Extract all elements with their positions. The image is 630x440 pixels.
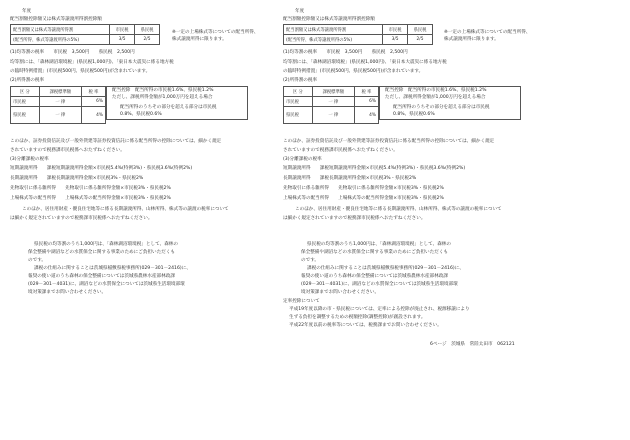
right-p2-heading: (2)所得割の税率 <box>283 78 318 83</box>
left-year-header: 年度 <box>22 9 32 14</box>
right-p1-line1: (1)均等割の税率 市民税 3,500円 県民税 2,500円 <box>283 50 408 55</box>
right-haito-note-4: 0.8%、県民税0.6% <box>393 112 435 117</box>
right-rate-r0-kazei: 一 律 <box>312 97 354 107</box>
right-p5-line1: このほか、居住用財産・優良住宅地等に係る長期譲渡所得、山林所得、株式等の譲渡の税率について <box>295 207 502 212</box>
right-rate-r1-rate: 4% <box>355 107 379 124</box>
left-p1-line3: の臨時特例措置」(市民税500円、県民税500円)が含まれています。 <box>10 69 151 74</box>
left-forest-1: 保全整備や湖沼などの水質保全に関する事業のためにご負担いただくも <box>28 250 176 255</box>
right-formula-box <box>283 24 433 45</box>
left-formula-label-2: (配当所得、株式等譲渡所得の5%) <box>11 35 110 45</box>
right-extra-3: 平成22年度以前の税率等については、税務課までお問い合わせください。 <box>289 323 442 328</box>
left-rate-r1-rate: 4% <box>82 107 106 124</box>
left-haito-note-4: 0.8%、県民税0.6% <box>120 112 162 117</box>
left-haito-note-2: ただし、課税所得金額が1,000万円を超える場合 <box>112 95 213 100</box>
left-forest-0: 県民税の均等割のうち1,000円は、「森林湖沼環境税」として、森林の <box>34 242 178 247</box>
left-rate-r1-kubun: 県民税 <box>11 107 40 124</box>
right-formula-col-pref: 県民税 <box>408 25 433 35</box>
right-rate-r0-rate: 6% <box>355 97 379 107</box>
right-p4-row-2: 先物取引に係る雑所得 先物取引に係る雑所得金額×市民税3%・県民税2% <box>283 186 444 191</box>
right-year-header: 年度 <box>295 9 305 14</box>
right-p4-row-3: 上場株式等の配当所得 上場株式等の配当所得金額×市民税3%・県民税2% <box>283 196 444 201</box>
right-page-footer: 6ページ 茨城県 常陸太田市 062121 <box>430 342 515 347</box>
left-rate-r0-kubun: 市民税 <box>11 97 40 107</box>
right-p4-row-0: 短期譲渡所得 課税短期譲渡所得金額×市民税5.4%(特例3%)・県民税3.6%(特例2%) <box>283 166 466 171</box>
left-rate-h-kazei: 課税標準額 <box>39 87 81 97</box>
right-forest-2: のです。 <box>301 258 320 263</box>
left-p4-row-0: 短期譲渡所得 課税短期譲渡所得金額×市民税5.4%(特例3%)・県民税3.6%(特例2%) <box>10 166 193 171</box>
left-p4-row-3: 上場株式等の配当所得 上場株式等の配当所得金額×市民税3%・県民税2% <box>10 196 171 201</box>
right-extra-2: 生ずる負担を調整するための税額控除(調整控除)が創設されます。 <box>289 315 426 320</box>
left-p2-heading: (2)所得割の税率 <box>10 78 45 83</box>
right-haito-note-3: 配当所得のうちその部分を超える部分は市民税 <box>393 105 490 110</box>
right-forest-1: 保全整備や湖沼などの水質保全に関する事業のためにご負担いただくも <box>301 250 449 255</box>
left-formula-col-city: 市民税 <box>110 25 135 35</box>
left-forest-2: のです。 <box>28 258 47 263</box>
left-p1-line1: (1)均等割の税率 市民税 3,500円 県民税 2,500円 <box>10 50 135 55</box>
right-p1-line3: の臨時特例措置」(市民税500円、県民税500円)が含まれています。 <box>283 69 424 74</box>
right-haito-note-1: 配当控除 配当所得の市民税1.6%、県民税1.2% <box>385 88 487 93</box>
right-haito-note-2: ただし、課税所得金額が1,000万円を超える場合 <box>385 95 486 100</box>
right-forest-3: 課税の仕組みに関することは茨城県稲敷県税事務所(029－301－2416)に、 <box>307 266 464 271</box>
left-forest-5: (029－301－4031)に、湖沼などの水質保全については茨城県生活環境部環 <box>28 282 185 287</box>
right-formula-col-city: 市民税 <box>383 25 408 35</box>
left-forest-6: 境対策課までお問い合わせください。 <box>28 290 107 295</box>
left-haito-note-3: 配当所得のうちその部分を超える部分は市民税 <box>120 105 217 110</box>
right-title: 配当割額控除額又は株式等譲渡所得割控除額 <box>283 17 375 22</box>
right-rate-table <box>283 86 379 124</box>
right-formula-val-pref: 2/5 <box>408 35 433 45</box>
left-side-note-2: 株式譲渡所得に限ります。 <box>172 37 227 42</box>
left-p3-line2: されていますので税務課市民税係へおたずねください。 <box>10 148 125 153</box>
left-formula-val-city: 3/5 <box>110 35 135 45</box>
right-extra-0: 定率控除について <box>283 299 320 304</box>
left-rate-h-kubun: 区 分 <box>11 87 40 97</box>
right-rate-h-kazei: 課税標準額 <box>312 87 354 97</box>
right-p5-line2: は細かく規定されていますので税務課市民税係へおたずねください。 <box>283 216 426 221</box>
right-forest-0: 県民税の均等割のうち1,000円は、「森林湖沼環境税」として、森林の <box>307 242 451 247</box>
right-p3-line2: されていますので税務課市民税係へおたずねください。 <box>283 148 398 153</box>
left-formula-col-pref: 県民税 <box>135 25 160 35</box>
left-p4-row-2: 先物取引に係る雑所得 先物取引に係る雑所得金額×市民税3%・県民税2% <box>10 186 171 191</box>
right-rate-r1-kubun: 県民税 <box>284 107 313 124</box>
right-forest-5: (029－301－4031)に、湖沼などの水質保全については茨城県生活環境部環 <box>301 282 458 287</box>
left-title: 配当割額控除額又は株式等譲渡所得割控除額 <box>10 17 102 22</box>
right-formula-label-1: 配当割額又は株式等譲渡所得割 <box>284 25 383 35</box>
right-rate-r1-kazei: 一 律 <box>312 107 354 124</box>
left-rate-table <box>10 86 106 124</box>
right-formula-label-2: (配当所得、株式等譲渡所得の5%) <box>284 35 383 45</box>
left-rate-r0-rate: 6% <box>82 97 106 107</box>
left-rate-h-rate: 税 率 <box>82 87 106 97</box>
left-p1-line2: 均等割には、「森林湖沼環境税」(県民税1,000円)、「東日本大震災に係る地方税 <box>10 60 174 65</box>
left-p3-line1: このほか、証券投資信託及び一般外貨建等証券投資信託に係る配当所得の控除については、細かく規定 <box>10 139 222 144</box>
right-p4-row-1: 長期譲渡所得 課税長期譲渡所得金額×市民税3%・県民税2% <box>283 176 417 181</box>
left-rate-r1-kazei: 一 律 <box>39 107 81 124</box>
left-formula-box <box>10 24 160 45</box>
left-rate-r0-kazei: 一 律 <box>39 97 81 107</box>
left-forest-3: 課税の仕組みに関することは茨城県稲敷県税事務所(029－301－2416)に、 <box>34 266 191 271</box>
right-extra-1: 平成19年度以降の市・県民税については、定率による控除が廃止され、税源移譲により <box>289 307 470 312</box>
right-forest-4: 報奨の使い道のうち森林の保全整備については茨城県農林水産部林政課 <box>301 274 448 279</box>
left-side-note-1: ※一定の上場株式等についての配当所得、 <box>172 30 259 35</box>
right-p3-line1: このほか、証券投資信託及び一般外貨建等証券投資信託に係る配当所得の控除については、細かく規定 <box>283 139 495 144</box>
right-rate-h-rate: 税 率 <box>355 87 379 97</box>
left-forest-4: 報奨の使い道のうち森林の保全整備については茨城県農林水産部林政課 <box>28 274 175 279</box>
right-formula-val-city: 3/5 <box>383 35 408 45</box>
left-p5-line1: このほか、居住用財産・優良住宅地等に係る長期譲渡所得、山林所得、株式等の譲渡の税率について <box>22 207 229 212</box>
right-side-note-2: 株式譲渡所得に限ります。 <box>444 37 499 42</box>
right-rate-h-kubun: 区 分 <box>284 87 313 97</box>
left-formula-val-pref: 2/5 <box>135 35 160 45</box>
right-p1-line2: 均等割には、「森林湖沼環境税」(県民税1,000円)、「東日本大震災に係る地方税 <box>283 60 447 65</box>
left-p5-line2: は細かく規定されていますので税務課市民税係へおたずねください。 <box>10 216 153 221</box>
right-rate-r0-kubun: 市民税 <box>284 97 313 107</box>
right-forest-6: 境対策課までお問い合わせください。 <box>301 290 380 295</box>
left-p4-row-1: 長期譲渡所得 課税長期譲渡所得金額×市民税3%・県民税2% <box>10 176 144 181</box>
left-formula-label-1: 配当割額又は株式等譲渡所得割 <box>11 25 110 35</box>
left-haito-note-1: 配当控除 配当所得の市民税1.6%、県民税1.2% <box>112 88 214 93</box>
right-p4-heading: (3)分離課税の税率 <box>283 157 322 162</box>
left-p4-heading: (3)分離課税の税率 <box>10 157 49 162</box>
right-side-note-1: ※一定の上場株式等についての配当所得、 <box>444 30 531 35</box>
